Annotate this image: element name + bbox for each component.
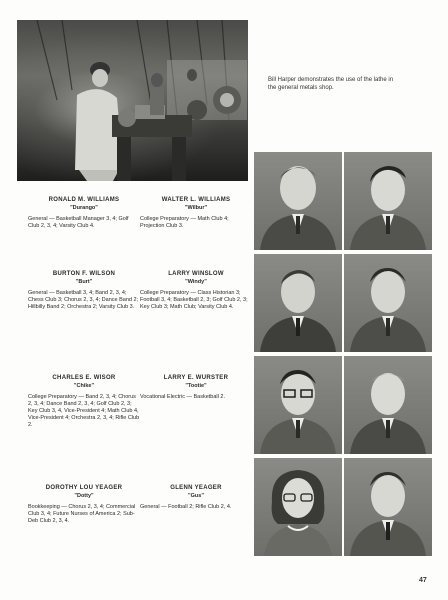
student-name: BURTON F. WILSON: [52, 271, 116, 277]
student-portrait: [344, 356, 432, 454]
student-portrait: [344, 152, 432, 250]
student-activities: College Preparatory — Band 2, 3, 4; Chorus 2, 3, 4; Dance Band 2, 3, 4; Golf Club 2, 3; Key Club 3, 4, Vice-President 4; Math Club 4, Vice-President 4; Orchestra 2, 3, 4; Rifle Club 2.: [28, 394, 140, 428]
student-nickname: "Chike": [73, 383, 95, 389]
student-name: LARRY WINSLOW: [168, 271, 224, 277]
student-entry: [28, 270, 140, 311]
student-nickname: "Windy": [185, 279, 207, 285]
student-activities: General — Football 2; Rifle Club 2, 4.: [140, 504, 232, 510]
student-activities: General — Basketball Manager 3, 4; Golf Club 2, 3, 4; Varsity Club 4.: [28, 216, 129, 229]
student-entry: [28, 484, 140, 525]
student-portrait: [344, 254, 432, 352]
student-name: LARRY E. WURSTER: [163, 375, 229, 381]
student-name: CHARLES E. WISOR: [52, 375, 116, 381]
student-activities: Bookkeeping — Chorus 2, 3, 4; Commercial Club 3, 4; Future Nurses of America 2; Sub-Deb Club 2, 3, 4.: [28, 504, 136, 524]
page-number: 47: [419, 577, 427, 584]
student-nickname: "Burt": [75, 279, 93, 285]
student-name: WALTER L. WILLIAMS: [161, 197, 231, 203]
student-nickname: "Durango": [70, 205, 98, 211]
student-entry: [140, 374, 252, 401]
student-activities: College Preparatory — Math Club 4; Projection Club 3.: [140, 216, 229, 229]
student-activities: College Preparatory — Class Historian 3; Football 3, 4; Basketball 2, 3; Golf Club 2, 3; Key Club 3; Math Club; Varsity Club 4.: [140, 290, 248, 310]
student-entry: [140, 196, 252, 230]
student-portrait: [254, 254, 342, 352]
student-portrait: [254, 356, 342, 454]
student-entry: [28, 196, 140, 230]
student-entry: [140, 270, 252, 311]
student-nickname: "Gus": [188, 493, 204, 499]
student-portrait: [254, 152, 342, 250]
photo-caption: Bill Harper demonstrates the use of the lathe in the general metals shop.: [268, 77, 394, 91]
lathe-shop-photo: [17, 20, 248, 181]
student-nickname: "Tootie": [185, 383, 207, 389]
student-activities: Vocational Electric — Basketball 2.: [140, 394, 225, 400]
student-activities: General — Basketball 3, 4; Band 2, 3, 4; Chess Club 3; Chorus 2, 3, 4; Dance Band 2; Hillbilly Band 2; Orchestra 2; Varsity Club 3.: [28, 290, 139, 310]
student-name: DOROTHY LOU YEAGER: [45, 485, 123, 491]
student-name: GLENN YEAGER: [170, 485, 222, 491]
student-portrait: [254, 458, 342, 556]
student-nickname: "Wilbur": [184, 205, 208, 211]
student-name: RONALD M. WILLIAMS: [48, 197, 120, 203]
student-nickname: "Dotty": [74, 493, 94, 499]
student-entry: [140, 484, 252, 511]
student-portrait: [344, 458, 432, 556]
student-entry: [28, 374, 140, 429]
